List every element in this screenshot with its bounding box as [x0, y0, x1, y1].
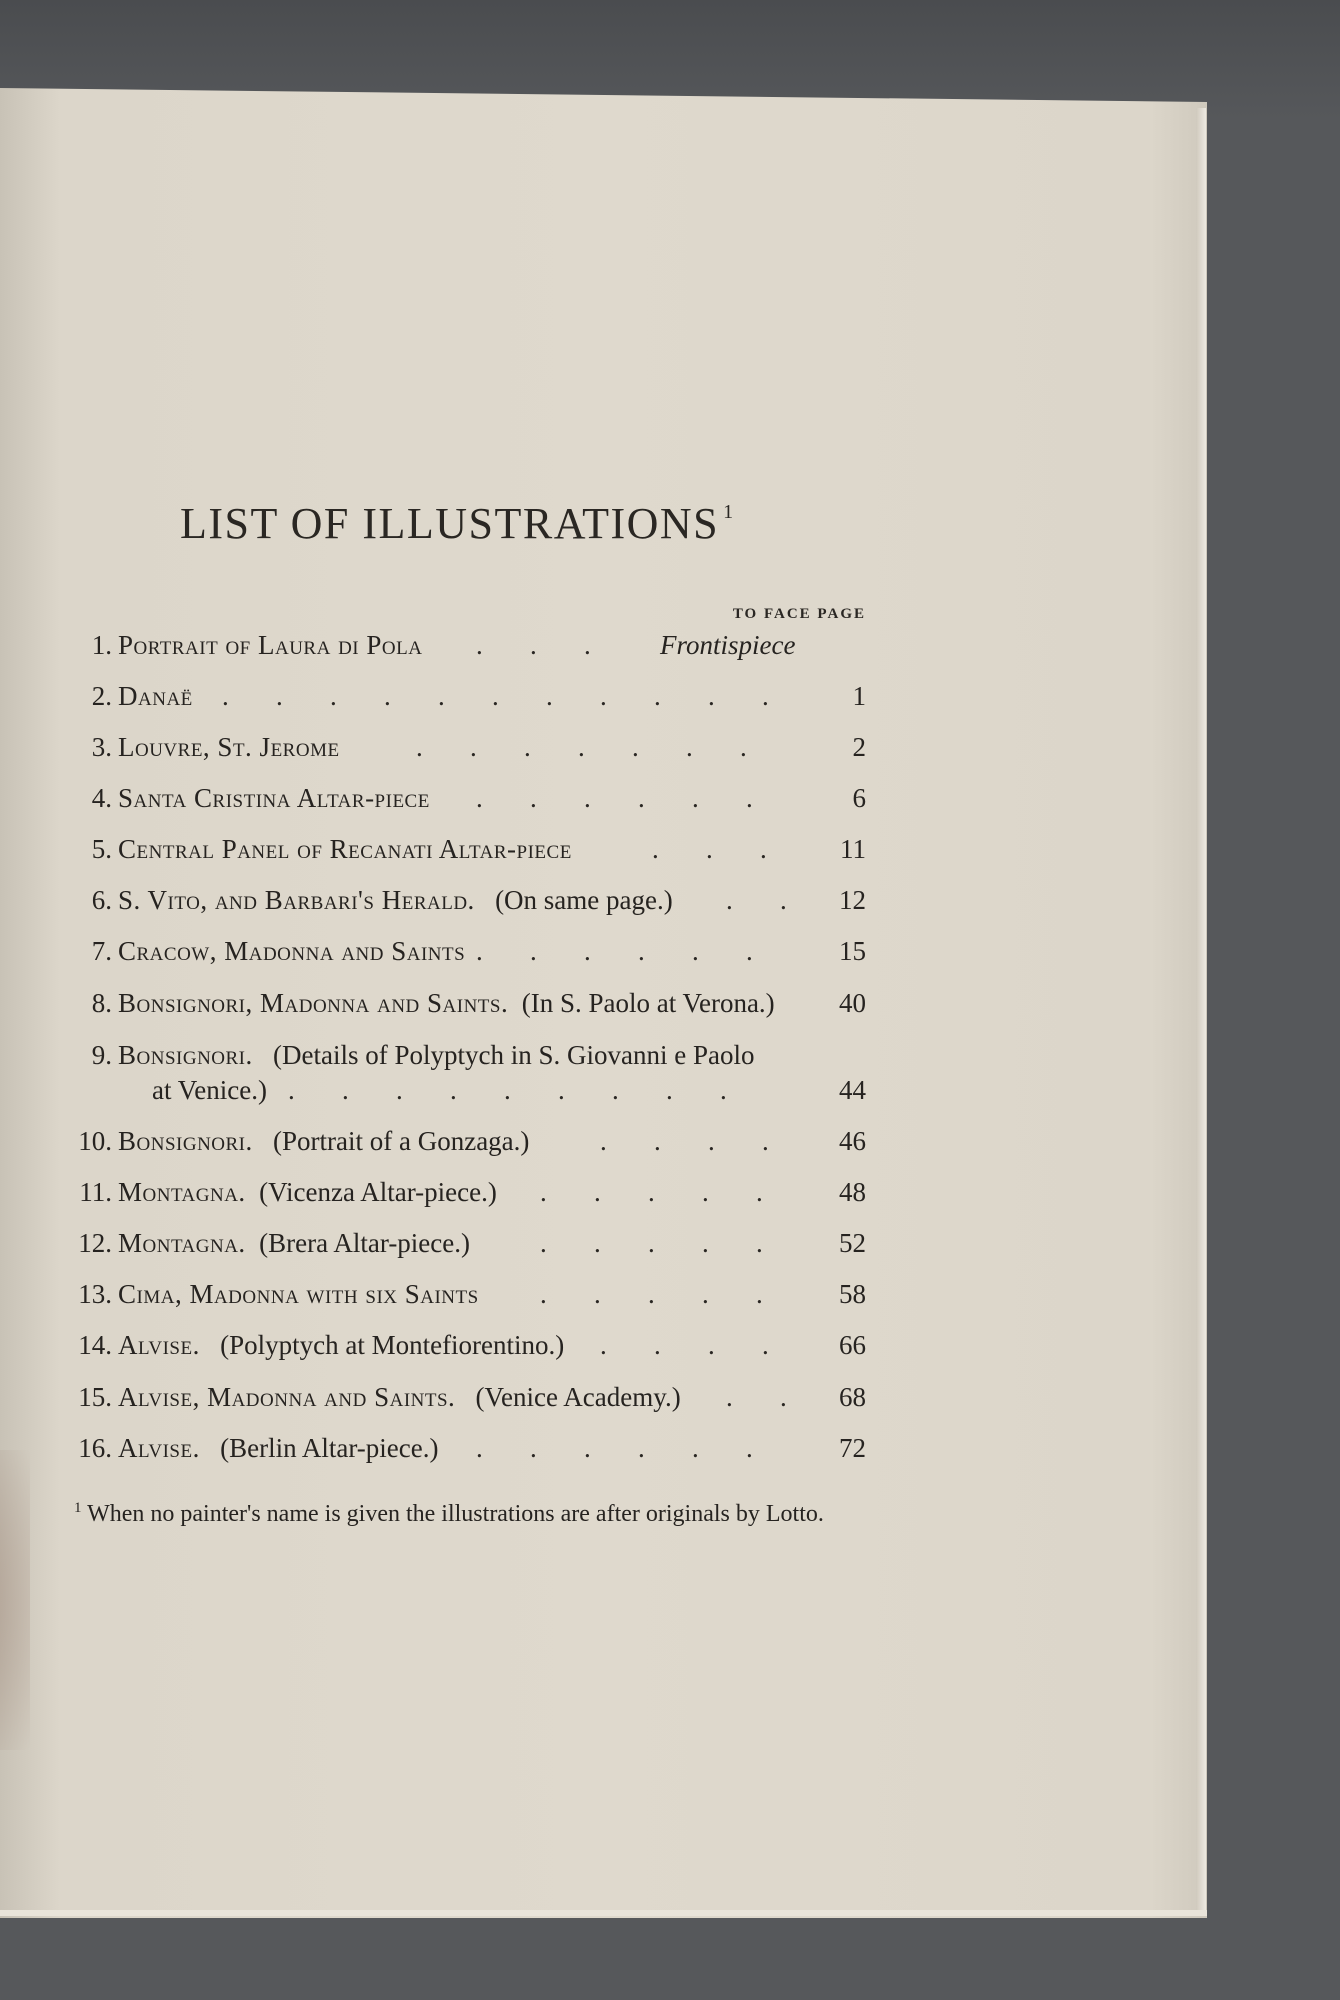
item-title: S. Vito, and Barbari's Herald.: [118, 885, 475, 915]
item-note: (In S. Paolo at Verona.): [521, 988, 775, 1018]
list-item: [0, 1228, 1340, 1268]
item-page: 48: [839, 1177, 866, 1207]
item-note: (Portrait of a Gonzaga.): [273, 1126, 530, 1156]
item-page: 12: [839, 885, 866, 915]
leader-dots: . . . . . . . . . . .: [222, 681, 769, 711]
leader-dots: . . .: [652, 834, 767, 864]
list-item: [0, 783, 1340, 823]
thumb-shadow: [0, 1450, 30, 1750]
item-title: Bonsignori, Madonna and Saints.: [118, 988, 509, 1018]
page-bottom-edge: [0, 1910, 1207, 1916]
item-number: 4.: [91, 783, 112, 813]
item-number: 1.: [91, 630, 112, 660]
title-text: LIST OF ILLUSTRATIONS: [180, 499, 720, 548]
list-item: [0, 1177, 1340, 1217]
item-page: 1: [852, 681, 866, 711]
item-note: (Details of Polyptych in S. Giovanni e Paolo: [273, 1040, 755, 1070]
footnote-text: When no painter's name is given the illustrations are after originals by Lotto.: [87, 1501, 824, 1527]
item-number: 15.: [78, 1382, 112, 1412]
list-item: [0, 1330, 1340, 1370]
list-item: [0, 1126, 1340, 1166]
list-item-continuation: [0, 1075, 1340, 1115]
leader-dots: . . . . . . . . .: [288, 1075, 727, 1105]
item-note: (Venice Academy.): [475, 1382, 681, 1412]
leader-dots: . . . .: [600, 1330, 769, 1360]
list-item: [0, 936, 1340, 976]
list-item: [0, 630, 1340, 670]
item-number: 14.: [78, 1330, 112, 1360]
item-title: Central Panel of Recanati Altar-piece: [118, 834, 572, 864]
leader-dots: . . . . .: [540, 1177, 763, 1207]
list-item: [0, 1040, 1340, 1080]
list-item: [0, 885, 1340, 925]
leader-dots: . . . . .: [540, 1279, 763, 1309]
item-note-continued: at Venice.): [152, 1075, 267, 1105]
item-text: [118, 1382, 681, 1413]
item-page: 46: [839, 1126, 866, 1156]
column-header: TO FACE PAGE: [732, 606, 866, 622]
item-number: 2.: [91, 681, 112, 711]
footnote-mark: 1: [74, 1500, 82, 1516]
item-number: 6.: [91, 885, 112, 915]
item-page: 72: [839, 1433, 866, 1463]
item-note: (Brera Altar-piece.): [259, 1228, 471, 1258]
leader-dots: . . .: [476, 630, 591, 660]
item-title: Santa Cristina Altar-piece: [118, 783, 430, 813]
list-item: [0, 988, 1340, 1028]
item-number: 12.: [78, 1228, 112, 1258]
item-page: 11: [840, 834, 866, 864]
item-text: [118, 1228, 470, 1259]
list-item: [0, 1279, 1340, 1319]
leader-dots: . . . . . . .: [416, 732, 747, 762]
item-page: 6: [852, 783, 866, 813]
item-title: Bonsignori.: [118, 1040, 253, 1070]
list-item: [0, 681, 1340, 721]
leader-dots: . . . . . .: [476, 783, 753, 813]
item-number: 10.: [78, 1126, 112, 1156]
item-note: (Vicenza Altar-piece.): [259, 1177, 497, 1207]
item-text: [118, 1330, 564, 1361]
item-page: 44: [839, 1075, 866, 1105]
item-note: (Polyptych at Montefiorentino.): [220, 1330, 565, 1360]
item-title: Montagna.: [118, 1228, 246, 1258]
item-page: 66: [839, 1330, 866, 1360]
item-title: Cima, Madonna with six Saints: [118, 1279, 479, 1309]
item-title: Bonsignori.: [118, 1126, 253, 1156]
item-page: 2: [852, 732, 866, 762]
item-number: 3.: [91, 732, 112, 762]
item-title: Louvre, St. Jerome: [118, 732, 340, 762]
item-text: [118, 1177, 497, 1208]
item-title: Alvise.: [118, 1433, 200, 1463]
item-number: 9.: [91, 1040, 112, 1070]
item-text: [118, 988, 775, 1019]
item-placement: Frontispiece: [660, 630, 796, 660]
item-page: 15: [839, 936, 866, 966]
item-title: Alvise.: [118, 1330, 200, 1360]
item-number: 13.: [78, 1279, 112, 1309]
list-item: [0, 1433, 1340, 1473]
item-text: [118, 885, 673, 916]
list-item: [0, 834, 1340, 874]
item-page: 40: [839, 988, 866, 1018]
list-item: [0, 732, 1340, 772]
item-note: (Berlin Altar-piece.): [220, 1433, 439, 1463]
leader-dots: . . . . . .: [476, 936, 753, 966]
page-title: [180, 498, 880, 549]
list-item: [0, 1382, 1340, 1422]
item-text: [118, 1433, 438, 1464]
item-title: Alvise, Madonna and Saints.: [118, 1382, 456, 1412]
item-number: 7.: [91, 936, 112, 966]
item-text: [118, 1126, 529, 1157]
item-number: 8.: [91, 988, 112, 1018]
item-number: 5.: [91, 834, 112, 864]
item-page: 68: [839, 1382, 866, 1412]
leader-dots: . . . .: [600, 1126, 769, 1156]
item-title: Portrait of Laura di Pola: [118, 630, 423, 660]
leader-dots: . .: [726, 885, 787, 915]
item-title: Danaë: [118, 681, 193, 711]
leader-dots: . . . . .: [540, 1228, 763, 1258]
item-number: 11.: [79, 1177, 112, 1207]
item-page: 52: [839, 1228, 866, 1258]
item-text: [118, 1040, 754, 1071]
item-title: Montagna.: [118, 1177, 246, 1207]
footnote: [74, 1494, 866, 1528]
title-footnote-mark: 1: [723, 501, 735, 523]
item-number: 16.: [78, 1433, 112, 1463]
item-note: (On same page.): [495, 885, 673, 915]
item-title: Cracow, Madonna and Saints: [118, 936, 466, 966]
leader-dots: . .: [726, 1382, 787, 1412]
item-page: 58: [839, 1279, 866, 1309]
leader-dots: . . . . . .: [476, 1433, 753, 1463]
